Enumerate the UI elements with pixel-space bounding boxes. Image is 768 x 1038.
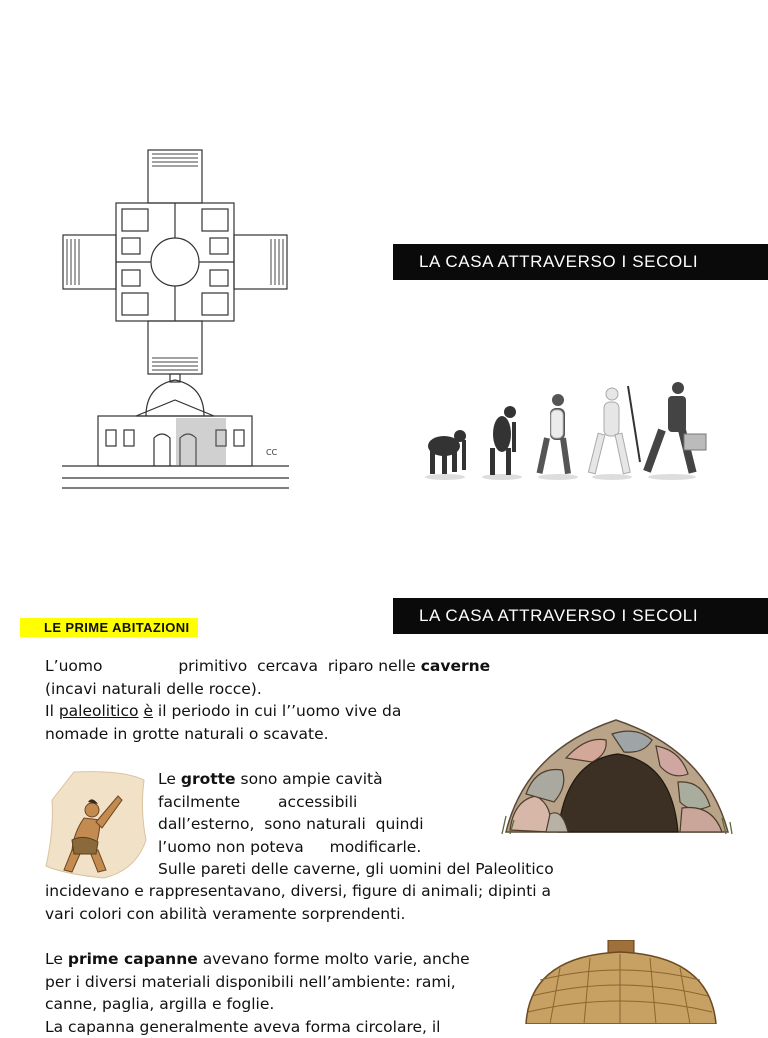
text-il: Il xyxy=(45,702,54,720)
text-facilmente: facilmente xyxy=(158,793,240,811)
villa-plan-label: CC xyxy=(266,448,277,457)
text-forme-varie: avevano forme molto varie, anche xyxy=(203,950,470,968)
intro-paragraph xyxy=(45,655,490,745)
keyword-caverne: caverne xyxy=(421,657,490,675)
text-primitivo: primitivo xyxy=(178,657,247,675)
text-cercava: cercava xyxy=(257,657,318,675)
intro-line-2: (incavi naturali delle rocce). xyxy=(45,678,490,701)
intro-line-3 xyxy=(45,700,490,723)
villa-plan-illustration xyxy=(58,148,293,498)
capanne-line-1 xyxy=(45,948,470,971)
keyword-grotte: grotte xyxy=(181,770,236,788)
grotte-line-5: Sulle pareti delle caverne, gli uomini del Paleolitico xyxy=(158,858,554,881)
grotte-line-4 xyxy=(158,836,554,859)
text-modificarle: modificarle. xyxy=(330,838,422,856)
capanne-paragraph xyxy=(45,948,470,1038)
capanne-line-2: per i diversi materiali disponibili nell’ambiente: rami, xyxy=(45,971,470,994)
grotte-line-2 xyxy=(158,791,554,814)
evolution-illustration xyxy=(420,380,720,480)
keyword-paleolitico: paleolitico xyxy=(59,702,139,720)
grotte-line-6: incidevano e rappresentavano, diversi, figure di animali; dipinti a xyxy=(45,880,551,903)
grotte-line-7: vari colori con abilità veramente sorprendenti. xyxy=(45,903,551,926)
text-accessibili: accessibili xyxy=(278,793,357,811)
capanne-line-3: canne, paglia, argilla e foglie. xyxy=(45,993,470,1016)
text-riparo: riparo nelle xyxy=(328,657,416,675)
hut-illustration xyxy=(520,940,720,1024)
text-uomo-non-poteva: l’uomo non poteva xyxy=(158,838,304,856)
text-e: è xyxy=(143,702,153,720)
capanne-line-4: La capanna generalmente aveva forma circolare, il xyxy=(45,1016,470,1038)
intro-line-4: nomade in grotte naturali o scavate. xyxy=(45,723,490,746)
text-esterno: dall’esterno, xyxy=(158,815,254,833)
grotte-paragraph xyxy=(158,768,554,881)
grotte-line-1 xyxy=(158,768,554,791)
text-ampie-cavita: sono ampie cavità xyxy=(241,770,383,788)
cave-painter-illustration xyxy=(44,770,150,880)
text-periodo: il periodo in cui l’’uomo vive da xyxy=(158,702,401,720)
text-uomo: L’uomo xyxy=(45,657,102,675)
text-naturali: sono naturali xyxy=(264,815,366,833)
intro-line-1 xyxy=(45,655,490,678)
text-quindi: quindi xyxy=(376,815,424,833)
text-le: Le xyxy=(158,770,176,788)
banner-title: LA CASA ATTRAVERSO I SECOLI xyxy=(393,244,768,280)
grotte-paragraph-cont xyxy=(45,880,551,925)
section-heading: LE PRIME ABITAZIONI xyxy=(20,618,198,637)
text-le-capanne: Le xyxy=(45,950,63,968)
keyword-prime-capanne: prime capanne xyxy=(68,950,198,968)
banner-title-2: LA CASA ATTRAVERSO I SECOLI xyxy=(393,598,768,634)
grotte-line-3 xyxy=(158,813,554,836)
